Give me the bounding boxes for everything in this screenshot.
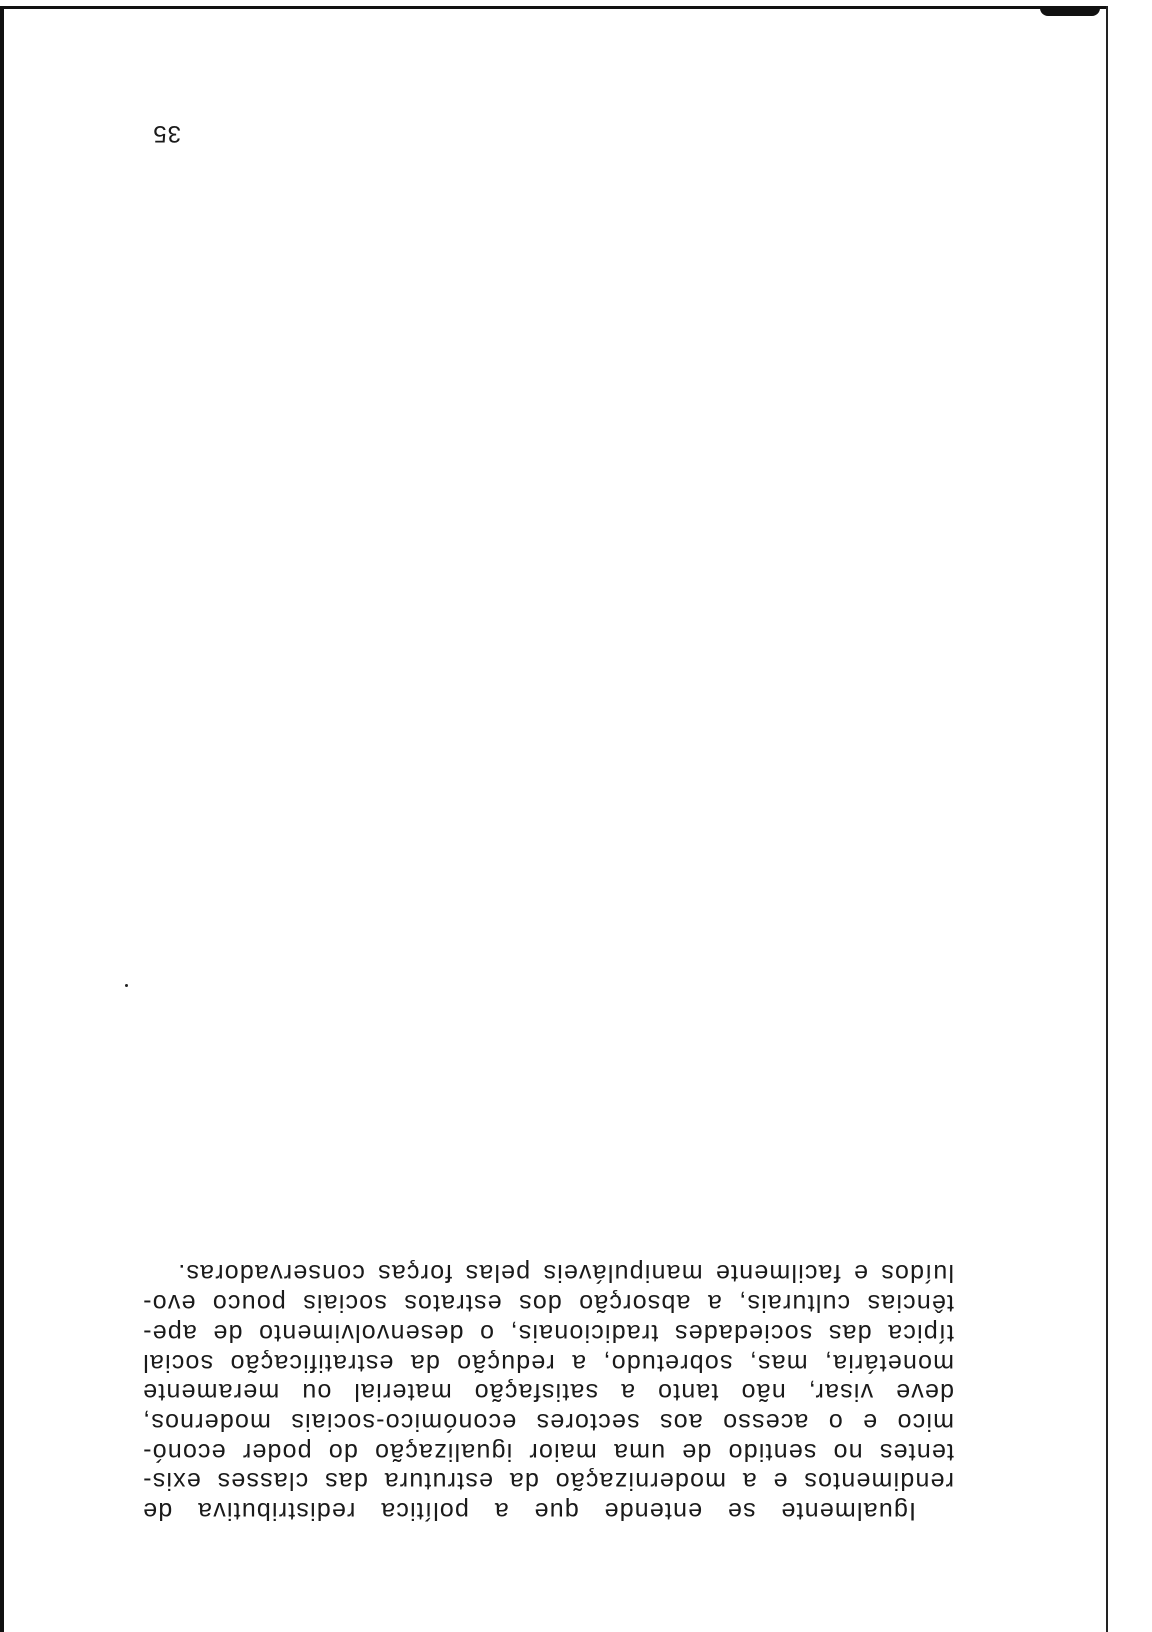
paragraph-line: monetária, mas, sobretudo, a redução da estratificação social	[142, 1348, 954, 1377]
paragraph-line: luídos e facilmente manipuláveis pelas forças conservadoras.	[177, 1259, 954, 1288]
paragraph-line: mico e o acesso aos sectores económico-sociais modernos,	[142, 1407, 954, 1436]
page-number: 35	[152, 120, 181, 147]
scan-speck	[125, 984, 128, 987]
paragraph-line: rendimentos e a modernização da estrutura das classes exis-	[142, 1467, 954, 1496]
paragraph-line: Igualmente se entende que a política redistributiva de	[142, 1497, 916, 1525]
paragraph-line: deve visar, não tanto a satisfação material ou meramente	[142, 1378, 954, 1407]
body-paragraph	[142, 1258, 954, 1525]
paragraph-line: tentes no sentido de uma maior igualização do poder econó-	[142, 1437, 954, 1466]
paragraph-line: tências culturais, a absorção dos estratos sociais pouco evo-	[142, 1289, 954, 1318]
paragraph-line: típica das sociedades tradicionais, o desenvolvimento de ape-	[142, 1318, 954, 1347]
